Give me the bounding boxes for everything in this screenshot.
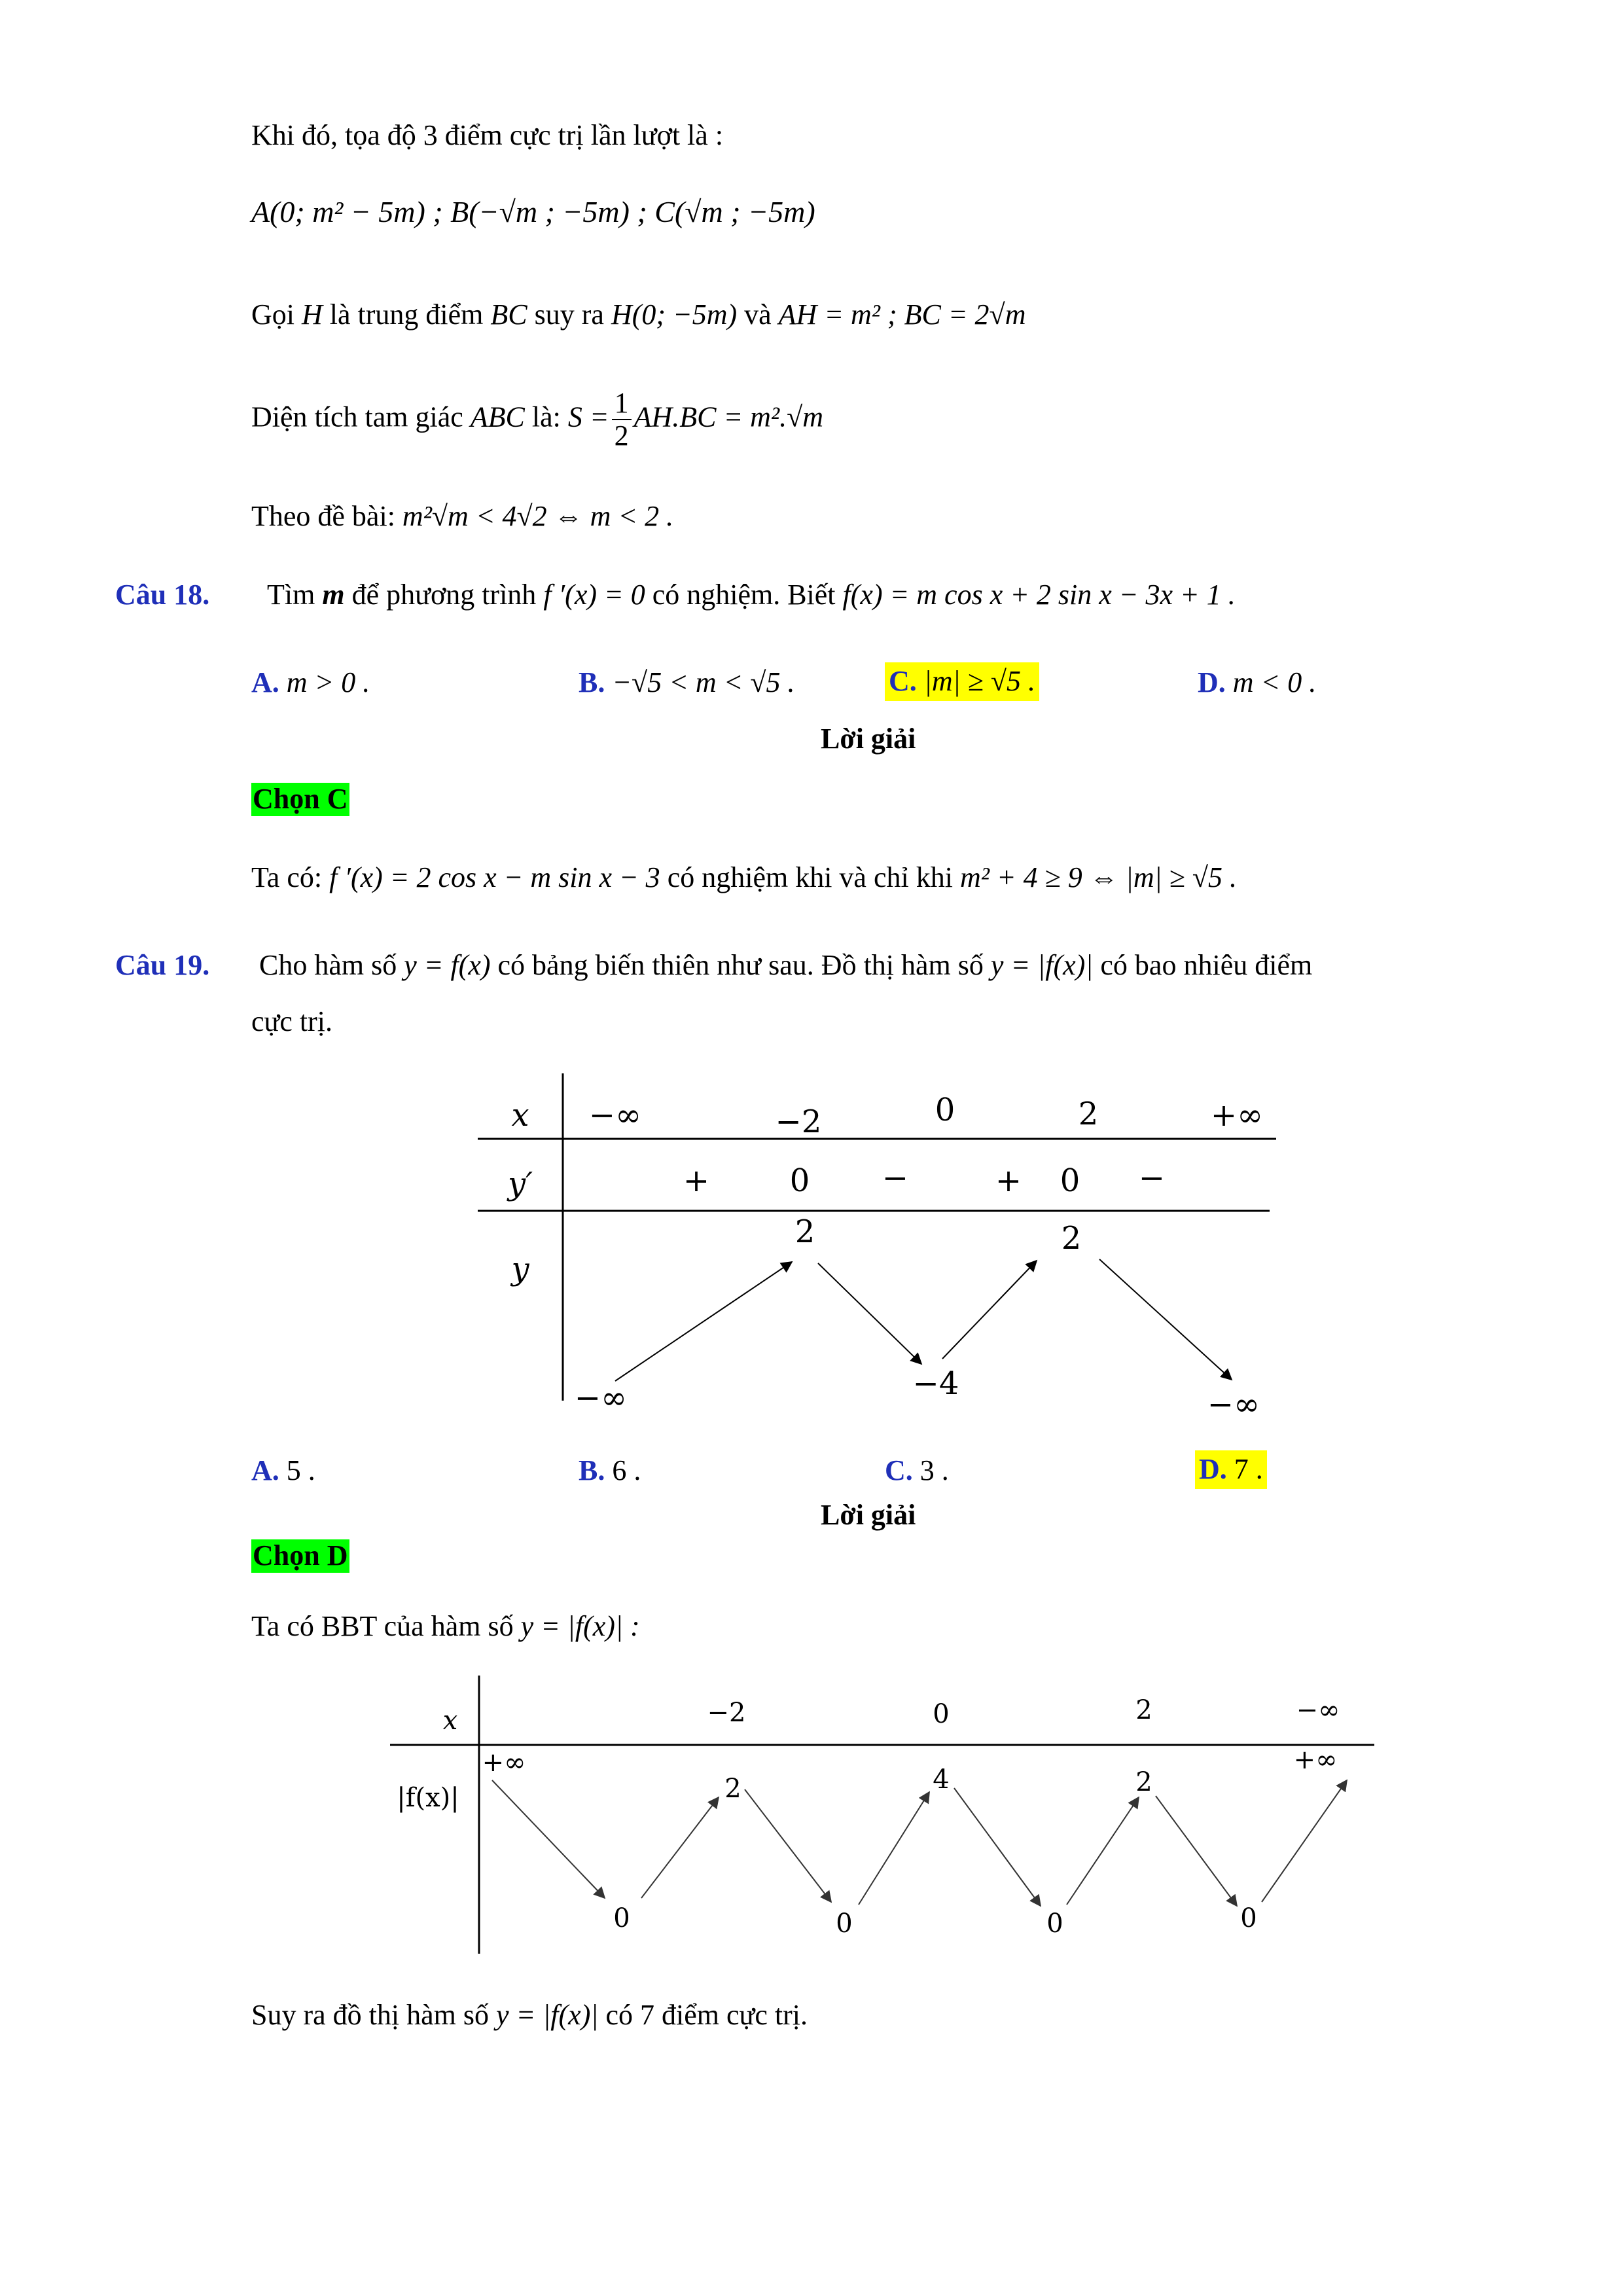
table2-value: 2 xyxy=(724,1774,741,1804)
table1-x-value: −2 xyxy=(775,1103,822,1140)
q19-bbt-intro xyxy=(251,1610,640,1643)
table2-value: 0 xyxy=(613,1903,630,1933)
q19-conclusion-text-b: có 7 điểm cực trị. xyxy=(598,1999,808,2031)
table1-yp-sign: 0 xyxy=(789,1162,810,1199)
table2-arrow-up xyxy=(859,1792,929,1905)
intro-line-3-text-c: suy ra xyxy=(527,298,611,331)
q19-stem-text-b: có bảng biến thiên như sau. Đồ thị hàm số xyxy=(490,949,991,981)
intro-line-4-text-b: là: xyxy=(524,401,568,433)
q18-option-a-text: m > 0 . xyxy=(286,666,370,698)
table2-value: +∞ xyxy=(482,1748,526,1778)
table1-arrow-down xyxy=(818,1263,921,1364)
table2-arrow-down xyxy=(492,1780,605,1898)
q18-explanation-text-a: Ta có: xyxy=(251,861,330,893)
table2-x-value: 2 xyxy=(1135,1695,1152,1725)
intro-line-3-text-d: và xyxy=(737,298,779,331)
q19-option-c[interactable] xyxy=(885,1454,949,1488)
table1-y-value: 2 xyxy=(794,1213,815,1250)
q19-conclusion-expr: y = |f(x)| xyxy=(495,1999,599,2031)
q18-choice-badge: Chọn C xyxy=(253,783,348,815)
intro-line-4-fraction xyxy=(612,387,632,452)
table2-value: 0 xyxy=(1046,1909,1063,1939)
q19-option-c-letter: C. xyxy=(885,1454,913,1486)
table2-value: 0 xyxy=(1240,1903,1257,1933)
q19-stem xyxy=(259,949,1312,982)
intro-line-4 xyxy=(251,387,823,452)
q18-stem-text-c: có nghiệm. Biết xyxy=(645,579,843,611)
q19-option-a-letter: A. xyxy=(251,1454,279,1486)
table2-f-label: |f(x)| xyxy=(397,1783,459,1813)
fraction-numerator: 1 xyxy=(612,387,632,420)
q19-option-c-text: 3 . xyxy=(919,1454,949,1486)
q19-option-b-text: 6 . xyxy=(612,1454,641,1486)
q19-option-b-letter: B. xyxy=(579,1454,605,1486)
q19-conclusion-text-a: Suy ra đồ thị hàm số xyxy=(251,1999,496,2031)
table1-y-label: y xyxy=(511,1251,529,1287)
table1-yp-label: y′ xyxy=(507,1166,533,1202)
q18-explanation-text-b: có nghiệm khi và chỉ khi xyxy=(660,861,960,893)
intro-line-1: Khi đó, tọa độ 3 điểm cực trị lần lượt là : xyxy=(251,119,724,151)
table1-arrow-up xyxy=(942,1261,1037,1359)
intro-line-4-text-a: Diện tích tam giác xyxy=(251,401,471,433)
q19-option-d-letter: D. xyxy=(1199,1453,1227,1485)
table2-arrow-up xyxy=(1067,1797,1139,1905)
table1-y-value: −4 xyxy=(912,1365,959,1402)
intro-line-3 xyxy=(251,298,1026,332)
intro-line-3-lengths: AH = m² ; BC = 2√m xyxy=(778,298,1026,331)
table2-arrow-down xyxy=(954,1788,1041,1906)
table1-yp-sign: + xyxy=(683,1162,710,1199)
table1-yp-sign: + xyxy=(995,1162,1022,1199)
q19-option-a-text: 5 . xyxy=(286,1454,315,1486)
table1-x-value: 0 xyxy=(935,1092,955,1128)
table1-arrow-down xyxy=(1099,1259,1232,1380)
intro-line-3-text-a: Gọi xyxy=(251,298,302,331)
intro-line-4-ABC: ABC xyxy=(470,401,525,433)
q18-option-a-letter: A. xyxy=(251,666,279,698)
q19-stem-y: y = f(x) xyxy=(404,949,491,981)
q18-label: Câu 18. xyxy=(115,579,210,611)
q19-option-d-correct[interactable] xyxy=(1195,1450,1267,1489)
q19-option-a[interactable] xyxy=(251,1454,315,1488)
table1-yp-sign: − xyxy=(882,1160,909,1196)
q19-option-b[interactable] xyxy=(579,1454,641,1488)
q19-stem-y-abs: y = |f(x)| xyxy=(990,949,1094,981)
fraction-denominator: 2 xyxy=(614,420,629,452)
q19-variation-table xyxy=(471,1073,1283,1440)
table2-arrow-up xyxy=(641,1797,719,1898)
table2-value: 2 xyxy=(1135,1767,1152,1797)
table2-value: 0 xyxy=(836,1909,853,1939)
q19-bbt-intro-text: Ta có BBT của hàm số xyxy=(251,1610,521,1642)
table1-x-label: x xyxy=(511,1097,529,1134)
q18-stem-m: m xyxy=(322,579,345,611)
q18-option-a[interactable] xyxy=(251,666,370,700)
q18-stem-function: f(x) = m cos x + 2 sin x − 3x + 1 . xyxy=(842,579,1236,611)
table2-value: +∞ xyxy=(1293,1745,1338,1775)
table2-arrow-down xyxy=(1156,1796,1237,1906)
intro-line-3-text-b: là trung điểm xyxy=(322,298,491,331)
table1-x-value: 2 xyxy=(1078,1096,1099,1132)
table1-y-value: −∞ xyxy=(1207,1386,1260,1423)
table2-arrow-down xyxy=(745,1789,831,1902)
intro-line-5-text-a: Theo đề bài: xyxy=(251,500,402,532)
table1-x-value: −∞ xyxy=(588,1097,642,1134)
table2-x-value: −2 xyxy=(707,1698,746,1728)
q18-solution-title: Lời giải xyxy=(821,723,916,755)
q18-stem xyxy=(267,579,1236,612)
table2-x-value: 0 xyxy=(933,1699,950,1729)
table1-y-value: −∞ xyxy=(574,1380,628,1416)
intro-line-5 xyxy=(251,500,673,533)
q18-option-b[interactable] xyxy=(579,666,795,700)
q18-explanation-condition: m² + 4 ≥ 9 ⇔ |m| ≥ √5 . xyxy=(959,861,1238,893)
intro-line-3-H-coords: H(0; −5m) xyxy=(611,298,738,331)
q18-option-b-text: −√5 < m < √5 . xyxy=(612,666,795,698)
q19-label: Câu 19. xyxy=(115,949,210,981)
intro-line-5-inequality: m²√m < 4√2 ⇔ m < 2 . xyxy=(402,500,674,532)
q18-explanation-derivative: f ′(x) = 2 cos x − m sin x − 3 xyxy=(329,861,660,893)
q19-stem-line-2: cực trị. xyxy=(251,1005,333,1037)
q19-option-d-text: 7 . xyxy=(1234,1453,1263,1485)
table1-yp-sign: − xyxy=(1138,1160,1166,1196)
intro-line-4-area-expr: AH.BC = m².√m xyxy=(633,401,824,433)
q19-bbt-intro-expr: y = |f(x)| : xyxy=(520,1610,640,1642)
q18-option-c-letter: C. xyxy=(889,665,917,697)
q18-stem-text-a: Tìm xyxy=(267,579,323,611)
q18-stem-equation: f ′(x) = 0 xyxy=(543,579,645,611)
table2-arrow-up xyxy=(1262,1780,1347,1902)
q18-option-b-letter: B. xyxy=(579,666,605,698)
table1-x-value: +∞ xyxy=(1210,1097,1264,1134)
q19-abs-variation-table xyxy=(386,1676,1381,1964)
intro-line-3-H: H xyxy=(302,298,323,331)
q19-conclusion xyxy=(251,1999,808,2032)
table2-x-value: −∞ xyxy=(1296,1695,1340,1725)
q18-option-c-correct[interactable] xyxy=(885,662,1039,701)
table2-x-label: x xyxy=(442,1706,458,1736)
table1-yp-sign: 0 xyxy=(1060,1162,1080,1199)
table1-y-value: 2 xyxy=(1061,1220,1082,1257)
table2-value: 4 xyxy=(933,1765,950,1795)
q19-stem-text-a: Cho hàm số xyxy=(259,949,404,981)
q18-option-d-letter: D. xyxy=(1198,666,1226,698)
intro-line-4-S: S = xyxy=(567,401,609,433)
q19-choice-badge: Chọn D xyxy=(253,1539,348,1571)
q18-explanation xyxy=(251,861,1237,895)
q18-stem-text-b: để phương trình xyxy=(344,579,544,611)
table1-arrow-up xyxy=(615,1262,792,1381)
q18-option-d-text: m < 0 . xyxy=(1232,666,1317,698)
q18-option-d[interactable] xyxy=(1198,666,1316,700)
intro-line-3-BC: BC xyxy=(490,298,527,331)
q18-option-c-text: |m| ≥ √5 . xyxy=(923,665,1036,697)
q19-solution-title: Lời giải xyxy=(821,1499,916,1531)
q19-stem-text-c: có bao nhiêu điểm xyxy=(1093,949,1313,981)
intro-line-2-points: A(0; m² − 5m) ; B(−√m ; −5m) ; C(√m ; −5m) xyxy=(251,195,815,228)
